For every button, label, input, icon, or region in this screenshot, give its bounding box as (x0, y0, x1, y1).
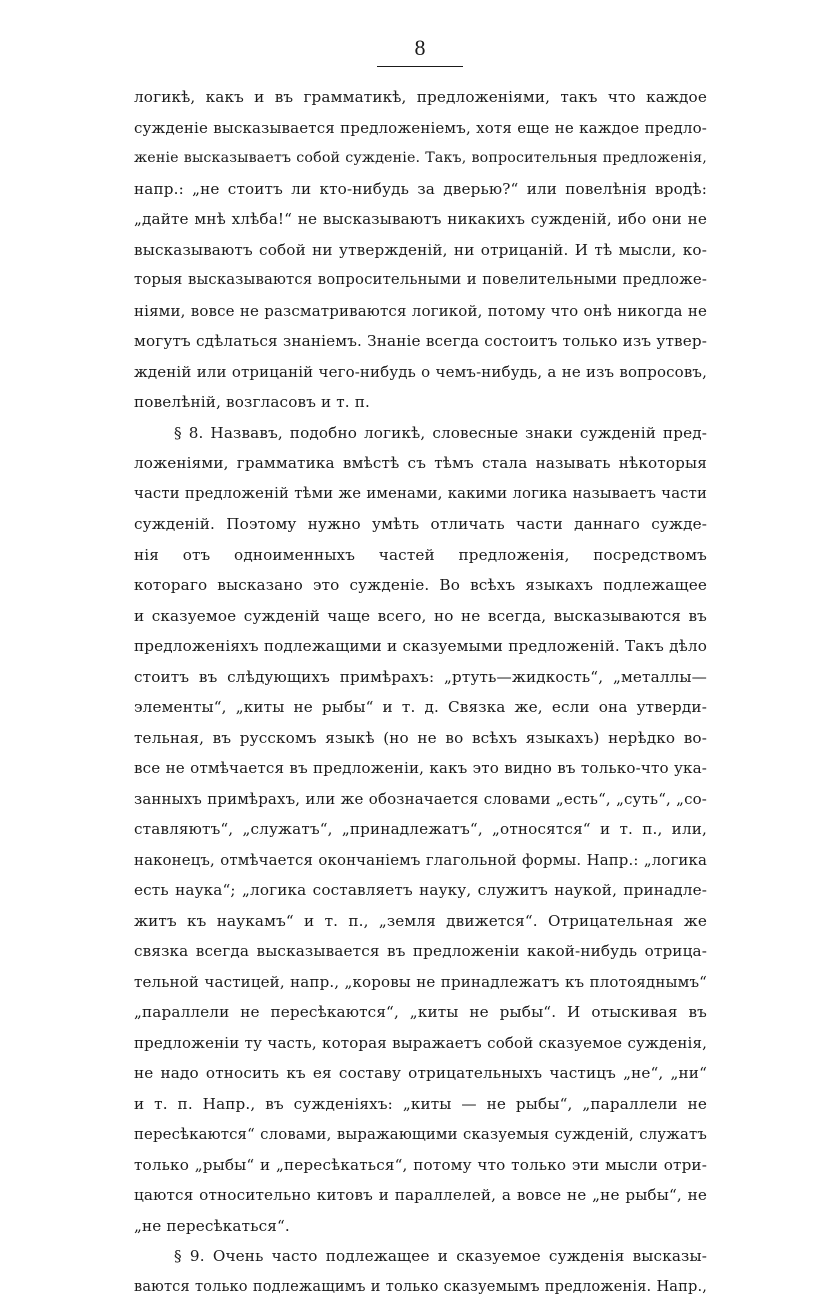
page-number-rule (377, 66, 463, 67)
text-line: житъ къ наукамъ“ и т. п., „земля движется“. Отрицательная же (134, 906, 707, 937)
text-line: женіе высказываетъ собой сужденіе. Такъ, вопросительныя предложенія, (134, 143, 707, 174)
page-number: 8 (380, 36, 460, 60)
text-line: „параллели не пересѣкаются“, „киты не рыбы“. И отыскивая въ (134, 997, 707, 1028)
text-line: и т. п. Напр., въ сужденіяхъ: „киты — не рыбы“, „параллели не (134, 1089, 707, 1120)
text-line: ніями, вовсе не разсматриваются логикой, потому что онѣ никогда не (134, 296, 707, 327)
text-line: пересѣкаются“ словами, выражающими сказуемыя сужденій, служатъ (134, 1119, 707, 1150)
body-text (134, 82, 707, 1302)
section-9-start-line: § 9. Очень часто подлежащее и сказуемое сужденія высказы- (134, 1241, 707, 1272)
text-line: цаются относительно китовъ и параллелей, а вовсе не „не рыбы“, не (134, 1180, 707, 1211)
text-line: элементы“, „киты не рыбы“ и т. д. Связка же, если она утверди- (134, 692, 707, 723)
text-line: все не отмѣчается въ предложеніи, какъ это видно въ только-что ука- (134, 753, 707, 784)
text-line: напр.: „не стоитъ ли кто-нибудь за дверью?“ или повелѣнія вродѣ: (134, 174, 707, 205)
text-line: связка всегда высказывается въ предложеніи какой-нибудь отрица- (134, 936, 707, 967)
text-line: и сказуемое сужденій чаще всего, но не всегда, высказываются въ (134, 601, 707, 632)
section-8-start-line: § 8. Назвавъ, подобно логикѣ, словесные знаки сужденій пред- (134, 418, 707, 449)
text-line: могутъ сдѣлаться знаніемъ. Знаніе всегда состоитъ только изъ утвер- (134, 326, 707, 357)
text-line: стоитъ въ слѣдующихъ примѣрахъ: „ртуть—жидкость“, „металлы— (134, 662, 707, 693)
text-line: тельной частицей, напр., „коровы не принадлежатъ къ плотояднымъ“ (134, 967, 707, 998)
text-line: сужденій. Поэтому нужно умѣть отличать части даннаго сужде- (134, 509, 707, 540)
paragraph-end-line: „не пересѣкаться“. (134, 1211, 707, 1242)
text-line: только „рыбы“ и „пересѣкаться“, потому что только эти мысли отри- (134, 1150, 707, 1181)
text-line: не надо относить къ ея составу отрицательныхъ частицъ „не“, „ни“ (134, 1058, 707, 1089)
text-line: тельная, въ русскомъ языкѣ (но не во всѣхъ языкахъ) нерѣдко во- (134, 723, 707, 754)
text-line: сужденіе высказывается предложеніемъ, хотя еще не каждое предло- (134, 113, 707, 144)
text-line: логикѣ, какъ и въ грамматикѣ, предложеніями, такъ что каждое (134, 82, 707, 113)
text-line: нія отъ одноименныхъ частей предложенія, посредствомъ (134, 540, 707, 571)
text-line: ваются только подлежащимъ и только сказуемымъ предложенія. Напр., (134, 1272, 707, 1302)
paragraph-end-line: повелѣній, возгласовъ и т. п. (134, 387, 707, 418)
text-line: жденій или отрицаній чего-нибудь о чемъ-нибудь, а не изъ вопросовъ, (134, 357, 707, 388)
text-line: наконецъ, отмѣчается окончаніемъ глагольной формы. Напр.: „логика (134, 845, 707, 876)
text-line: занныхъ примѣрахъ, или же обозначается словами „есть“, „суть“, „со- (134, 784, 707, 815)
text-line: высказываютъ собой ни утвержденій, ни отрицаній. И тѣ мысли, ко- (134, 235, 707, 266)
text-line: есть наука“; „логика составляетъ науку, служитъ наукой, принадле- (134, 875, 707, 906)
text-line: ставляютъ“, „служатъ“, „принадлежатъ“, „относятся“ и т. п., или, (134, 814, 707, 845)
text-line: предложеніи ту часть, которая выражаетъ собой сказуемое сужденія, (134, 1028, 707, 1059)
text-line: котораго высказано это сужденіе. Во всѣхъ языкахъ подлежащее (134, 570, 707, 601)
text-line: „дайте мнѣ хлѣба!“ не высказываютъ никакихъ сужденій, ибо они не (134, 204, 707, 235)
text-line: ложеніями, грамматика вмѣстѣ съ тѣмъ стала называть нѣкоторыя (134, 448, 707, 479)
text-line: части предложеній тѣми же именами, какими логика называетъ части (134, 479, 707, 510)
text-line: торыя высказываются вопросительными и повелительными предложе- (134, 265, 707, 296)
text-line: предложеніяхъ подлежащими и сказуемыми предложеній. Такъ дѣло (134, 631, 707, 662)
